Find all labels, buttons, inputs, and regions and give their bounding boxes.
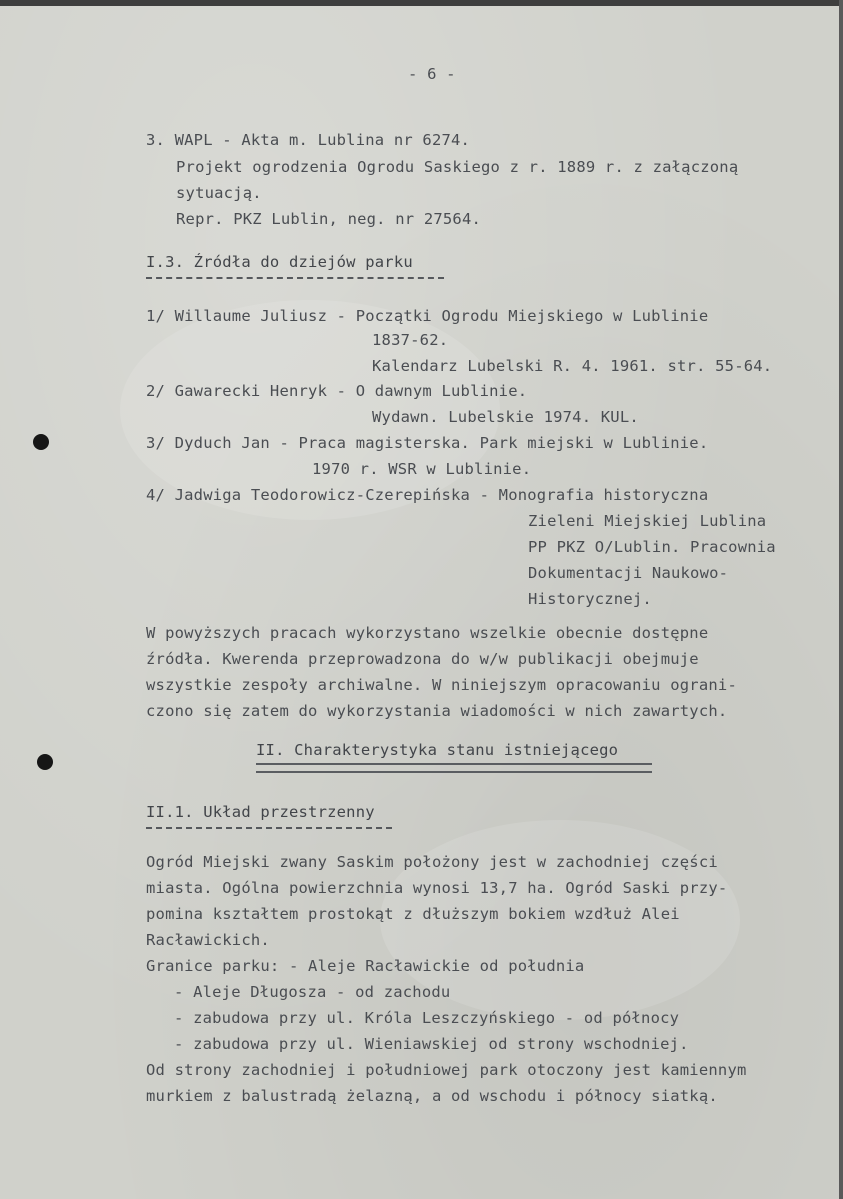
- section-1-3-heading: I.3. Źródła do dziejów parku: [146, 253, 413, 271]
- scan-top-edge: [0, 0, 843, 6]
- ref-1-line3: Kalendarz Lubelski R. 4. 1961. str. 55-64.: [372, 357, 773, 375]
- para-layout-line: murkiem z balustradą żelazną, a od wschodu i północy siatką.: [146, 1087, 718, 1105]
- ref-3-line1: 3/ Dyduch Jan - Praca magisterska. Park miejski w Lublinie.: [146, 434, 709, 452]
- para-layout-line: pomina kształtem prostokąt z dłuższym bokiem wzdłuż Alei: [146, 905, 680, 923]
- source-3-line2: Projekt ogrodzenia Ogrodu Saskiego z r. 1889 r. z załączoną: [176, 158, 739, 176]
- section-1-3-underline: [146, 277, 444, 279]
- ref-3-line2: 1970 r. WSR w Lublinie.: [312, 460, 532, 478]
- para-layout-line: Ogród Miejski zwany Saskim położony jest w zachodniej części: [146, 853, 718, 871]
- para-sources-line: źródła. Kwerenda przeprowadzona do w/w publikacji obejmuje: [146, 650, 699, 668]
- chapter-2-heading: II. Charakterystyka stanu istniejącego: [256, 741, 619, 759]
- ref-4-line3: PP PKZ O/Lublin. Pracownia: [528, 538, 776, 556]
- scan-right-edge: [839, 0, 843, 1199]
- source-3-line3: sytuacją.: [176, 184, 262, 202]
- para-layout-line: Racławickich.: [146, 931, 270, 949]
- ref-2-line1: 2/ Gawarecki Henryk - O dawnym Lublinie.: [146, 382, 528, 400]
- section-2-1-underline: [146, 827, 392, 829]
- ref-4-line5: Historycznej.: [528, 590, 652, 608]
- source-3-line1: 3. WAPL - Akta m. Lublina nr 6274.: [146, 131, 471, 149]
- ref-4-line4: Dokumentacji Naukowo-: [528, 564, 729, 582]
- para-layout-line: - Aleje Długosza - od zachodu: [174, 983, 451, 1001]
- para-sources-line: czono się zatem do wykorzystania wiadomości w nich zawartych.: [146, 702, 728, 720]
- punch-hole-lower: [37, 754, 53, 770]
- para-layout-line: Granice parku: - Aleje Racławickie od południa: [146, 957, 585, 975]
- para-sources-line: W powyższych pracach wykorzystano wszelkie obecnie dostępne: [146, 624, 709, 642]
- ref-1-line1: 1/ Willaume Juliusz - Początki Ogrodu Miejskiego w Lublinie: [146, 307, 709, 325]
- ref-4-line2: Zieleni Miejskiej Lublina: [528, 512, 767, 530]
- page-number: - 6 -: [408, 65, 456, 83]
- chapter-2-underline: [256, 763, 652, 773]
- para-sources-line: wszystkie zespoły archiwalne. W niniejszym opracowaniu ograni-: [146, 676, 737, 694]
- punch-hole-upper: [33, 434, 49, 450]
- para-layout-line: - zabudowa przy ul. Wieniawskiej od strony wschodniej.: [174, 1035, 689, 1053]
- para-layout-line: miasta. Ogólna powierzchnia wynosi 13,7 ha. Ogród Saski przy-: [146, 879, 728, 897]
- para-layout-line: Od strony zachodniej i południowej park otoczony jest kamiennym: [146, 1061, 747, 1079]
- ref-4-line1: 4/ Jadwiga Teodorowicz-Czerepińska - Monografia historyczna: [146, 486, 709, 504]
- ref-1-line2: 1837-62.: [372, 331, 449, 349]
- section-2-1-heading: II.1. Układ przestrzenny: [146, 803, 375, 821]
- para-layout-line: - zabudowa przy ul. Króla Leszczyńskiego - od północy: [174, 1009, 680, 1027]
- ref-2-line2: Wydawn. Lubelskie 1974. KUL.: [372, 408, 639, 426]
- source-3-line4: Repr. PKZ Lublin, neg. nr 27564.: [176, 210, 482, 228]
